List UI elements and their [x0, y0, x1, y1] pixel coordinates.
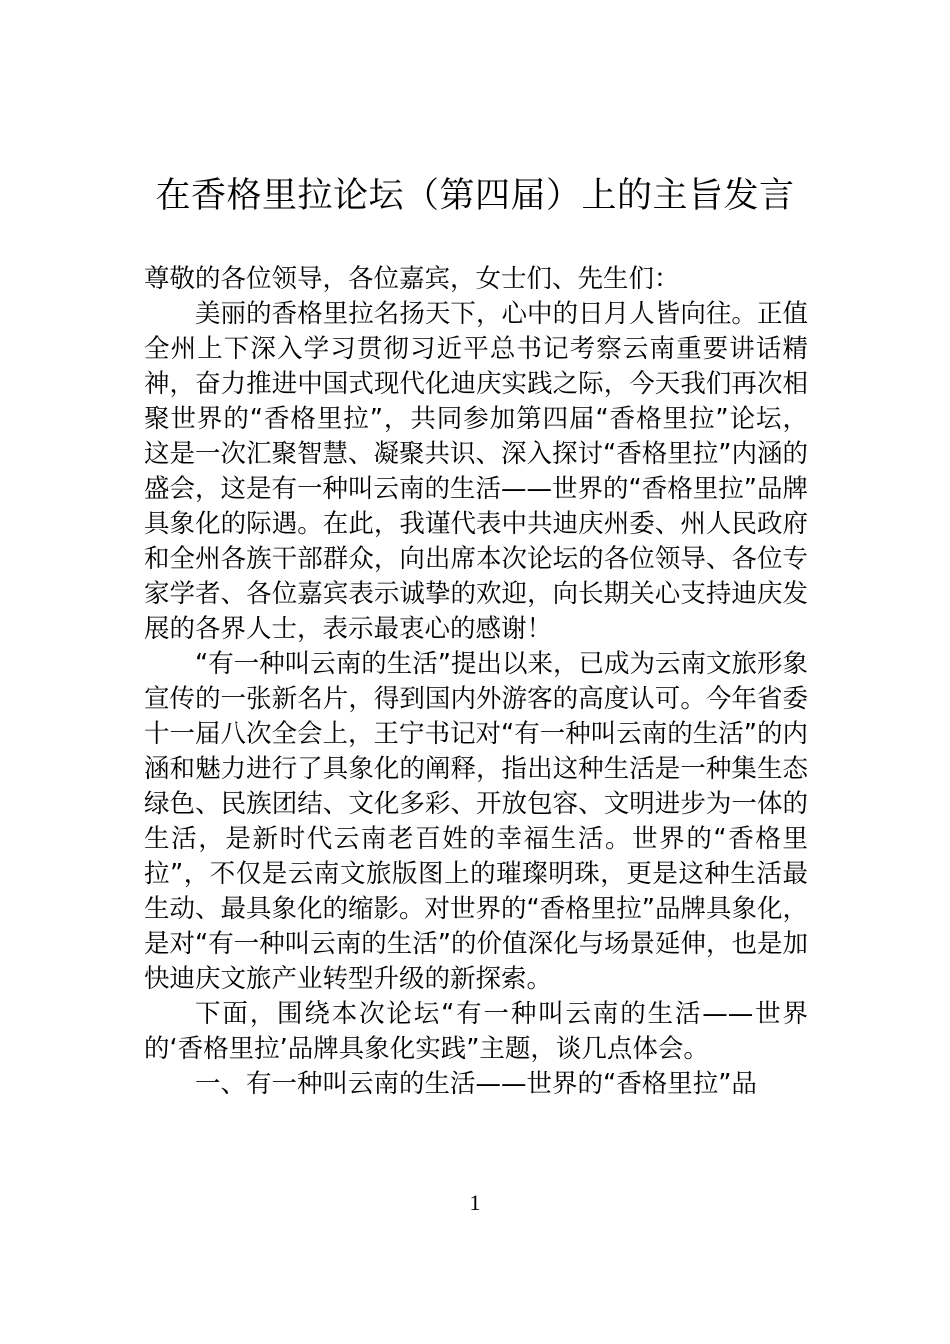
page-number: 1 — [469, 1190, 481, 1215]
greeting-line: 尊敬的各位领导，各位嘉宾，女士们、先生们： — [144, 264, 680, 294]
section-heading-one: 一、有一种叫云南的生活——世界的“香格里拉”品 — [195, 1069, 757, 1099]
paragraph-yunnan-life: “有一种叫云南的生活”提出以来，已成为云南文旅形象宣传的一张新名片，得到国内外游客的高度认可。今年省委十一届八次全会上，王宁书记对“有一种叫云南的生活”的内涵和魅力进行了具象化的阐释，指出这种生活是一种集生态绿色、民族团结、文化多彩、开放包容、文明进步为一体的生活，是新时代云南老百姓的幸福生活。世界的“香格里拉”，不仅是云南文旅版图上的璀璨明珠，更是这种生活最生动、最具象化的缩影。对世界的“香格里拉”品牌具象化，是对“有一种叫云南的生活”的价值深化与场景延伸，也是加快迪庆文旅产业转型升级的新探索。 — [144, 649, 808, 994]
paragraph-welcome: 美丽的香格里拉名扬天下，心中的日月人皆向往。正值全州上下深入学习贯彻习近平总书记考察云南重要讲话精神，奋力推进中国式现代化迪庆实践之际，今天我们再次相聚世界的“香格里拉”，共同参加第四届“香格里拉”论坛，这是一次汇聚智慧、凝聚共识、深入探讨“香格里拉”内涵的盛会，这是有一种叫云南的生活——世界的“香格里拉”品牌具象化的际遇。在此，我谨代表中共迪庆州委、州人民政府和全州各族干部群众，向出席本次论坛的各位领导、各位专家学者、各位嘉宾表示诚挚的欢迎，向长期关心支持迪庆发展的各界人士，表示最衷心的感谢！ — [144, 299, 808, 644]
document-title: 在香格里拉论坛（第四届）上的主旨发言 — [155, 176, 795, 216]
document-body — [144, 262, 808, 1102]
paragraph-topic-intro: 下面，围绕本次论坛“有一种叫云南的生活——世界的‘香格里拉’品牌具象化实践”主题，谈几点体会。 — [144, 999, 808, 1064]
